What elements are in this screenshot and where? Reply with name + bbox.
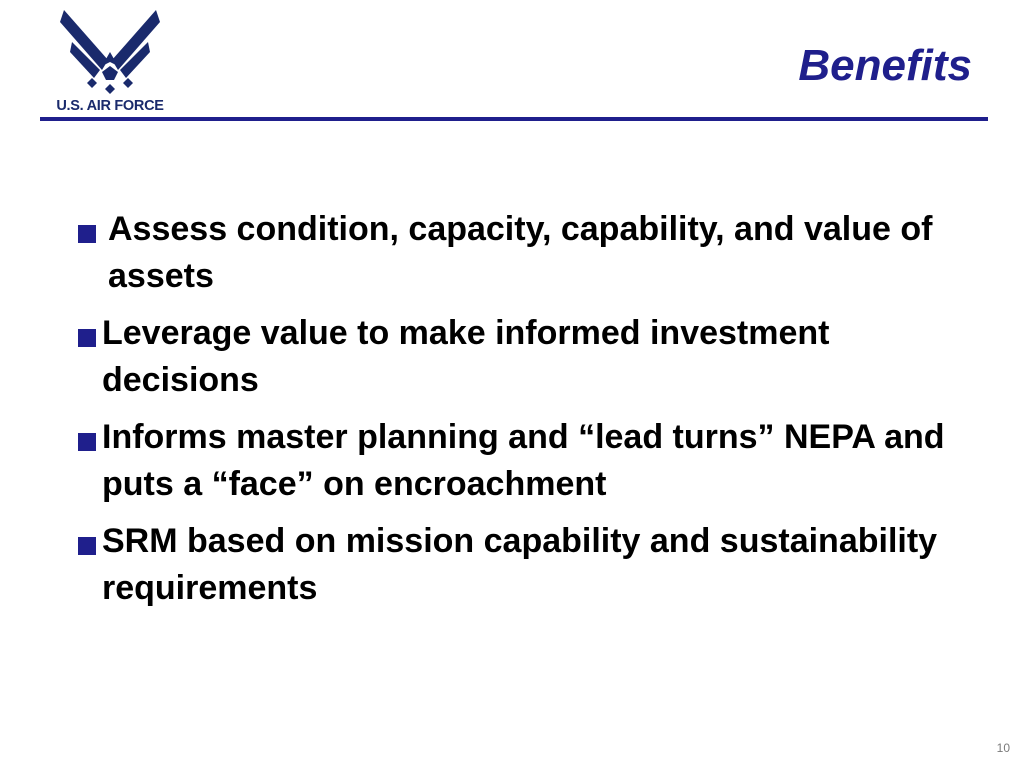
square-bullet-icon bbox=[78, 225, 96, 243]
bullet-text: Assess condition, capacity, capability, and value of assets bbox=[108, 210, 933, 295]
air-force-logo bbox=[40, 8, 180, 120]
square-bullet-icon bbox=[78, 329, 96, 347]
air-force-wings-icon bbox=[40, 8, 180, 98]
square-bullet-icon bbox=[78, 537, 96, 555]
slide-title: Benefits bbox=[798, 41, 972, 90]
page-number: 10 bbox=[996, 741, 1010, 755]
bullet-text: SRM based on mission capability and sustainability requirements bbox=[102, 522, 938, 607]
bullet-text: Leverage value to make informed investment decisions bbox=[102, 314, 830, 399]
bullet-list bbox=[76, 206, 976, 622]
bullet-text: Informs master planning and “lead turns” NEPA and puts a “face” on encroachment bbox=[102, 418, 945, 503]
logo-text: U.S. AIR FORCE bbox=[56, 98, 164, 114]
title-divider bbox=[40, 117, 988, 121]
bullet-item bbox=[76, 518, 976, 612]
bullet-item bbox=[76, 310, 976, 404]
bullet-item bbox=[76, 414, 976, 508]
bullet-item bbox=[76, 206, 976, 300]
square-bullet-icon bbox=[78, 433, 96, 451]
